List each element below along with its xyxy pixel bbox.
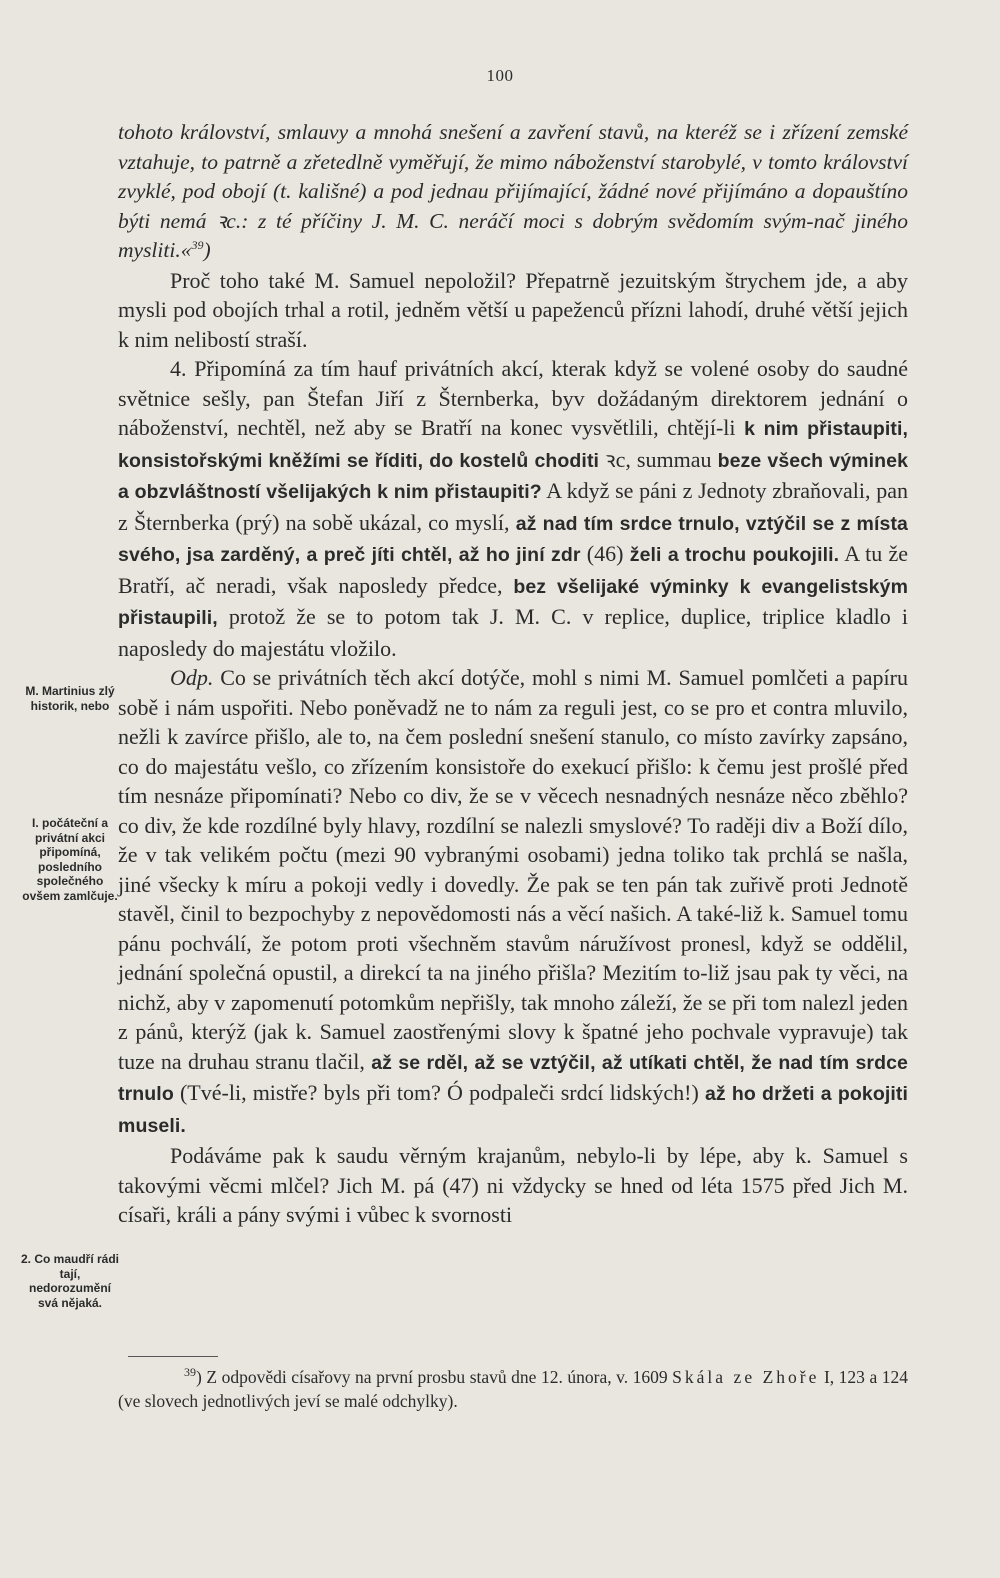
paragraph-4 <box>118 663 908 1141</box>
footnote-author: Skála ze Zhoře <box>672 1367 820 1387</box>
footnote-ref: 39 <box>191 237 204 252</box>
p4-text-1: Co se privátních těch akcí dotýče, mohl s nimi M. Samuel pomlčeti a papíru sobě i nám uspořiti. Nebo poněvadž ne to nám za reguli jest, co se pro et contra mluvilo, nežli k zavírce přišlo, ale to, na čem poslední snešení stanulo, co místo zavírky zapsáno, co do majestátu vešlo, co zřízením konsistoře do exekucí přišlo: k čemu jest prošlé před tím nesnáze připomínati? Nebo co div, že se v věcech nesnadných nesnáze něco zběhlo? co div, že kde rozdílné byly hlavy, rozdílní se nalezli smyslové? To raději div a Boží dílo, že v tak velikém počtu (mezi 90 vybranými osobami) jedna toliko tak prchlá se našla, jiné všecky k míru a pokoji vedly i dovedly. Že pak se ten pán tak zuřivě proti Jednotě stavěl, činil to bezpochyby z nepovědomosti nás a věcí našich. A také-liž k. Samuel tomu pánu pochválí, že potom proti všechněm stavům náružívost pronesl, když se oddělil, jednání společná opustil, a direkcí ta na jiného přišla? Mezitím to-liž jsau pak ty věci, na nichž, aby v zapomenutí potomkům nepřišly, tak mnoho záleží, že se při tom nalezl jeden z pánů, kterýž (jak k. Samuel zaostřenými slovy k špatné jeho pochvale vypravuje) tak tuze na druhau stranu tlačil, <box>118 665 908 1074</box>
p3-bold-5: bez všelijaké výminky k evangelistským přistaupili, <box>118 575 909 629</box>
odp-label: Odp. <box>170 665 214 690</box>
footnote-divider <box>128 1356 218 1357</box>
margin-note-3: 2. Co maudří rádi tají, nedorozumění svá nějaká. <box>20 1252 120 1310</box>
p3-bold-1: k nim přistaupiti, konsistořskými kněžími se říditi, do kostelů choditi <box>118 418 908 472</box>
p3-text-2: ꝛc, summau <box>605 446 712 472</box>
p3-text-3: A když se páni z Jednoty zbraňovali, pan z Šternberka (prý) na sobě ukázal, co myslí, <box>118 478 908 535</box>
paragraph-5: Podáváme pak k saudu věrným krajanům, nebylo-li by lépe, aby k. Samuel s takovými věcmi mlčel? Jich M. pá (47) ni vždycky se hned od léta 1575 před Jich M. císaři, králi a pány svými i vůbec k svornosti <box>118 1143 908 1227</box>
p4-bold-2: až ho držeti a pokojiti museli. <box>118 1083 909 1137</box>
p3-text-4: (46) <box>586 541 624 566</box>
p4-bold-1: až se rděl, až se vztýčil, až utíkati chtěl, že nad tím srdce trnulo <box>118 1051 908 1105</box>
p3-bold-3: až nad tím srdce trnulo, vztýčil se z místa svého, jsa zarděný, a preč jíti chtěl, až ho jiní zdr <box>118 512 908 566</box>
margin-note-1: M. Martinius zlý historik, nebo <box>25 684 115 713</box>
footnote-text-2: I, 123 a 124 (ve slovech jednotlivých jeví se malé odchylky). <box>118 1367 908 1411</box>
footnote-number: 39 <box>184 1365 196 1380</box>
p3-bold-2: beze všech výminek a obzvláštností všelijakých k nim přistaupiti? <box>118 449 909 503</box>
quote-text: tohoto království, smlauvy a mnohá snešení a zavření stavů, na kteréž se i zřízení zemské vztahuje, to patrně a zřetedlně vyměřují, že mimo náboženství starobylé, v tomto království zvyklé, pod obojí (t. kališné) a pod jednau přijímající, žádné nové přijímáno a dopauštíno býti nemá ꝛc.: z té příčiny J. M. C. neráčí moci s dobrým svědomím svým-nač jiného mysliti.« <box>118 120 908 262</box>
quote-paragraph <box>118 118 908 266</box>
paragraph-2: Proč toho také M. Samuel nepoložil? Přepatrně jezuitským štrychem jde, a aby mysli pod obojích trhal a rotil, jedněm větší u papeženců přízni lahodí, druhé větší jejich k nim nelibostí straší. <box>118 267 908 352</box>
p3-text-6: protož že se to potom tak J. M. C. v replice, duplice, triplice kladlo i naposledy do majestátu vložilo. <box>118 604 908 661</box>
footnote-text-1: ) Z odpovědi císařovy na první prosbu stavů dne 12. února, v. 1609 <box>196 1367 668 1387</box>
quote-close: ) <box>203 238 211 262</box>
margin-note-2: I. počáteční a privátní akci připomíná, posledního společného ovšem zamlčuje. <box>22 816 118 903</box>
footnote <box>118 1365 908 1413</box>
paragraph-3 <box>118 354 908 663</box>
p3-text-1: 4. Připomíná za tím hauf privátních akcí, kterak když se volené osoby do saudné světnice sešly, pan Štefan Jiří z Šternberka, byv dožádaným direktorem jednání o náboženství, nechtěl, než aby se Bratří na konec vysvětlili, chtějí-li <box>118 356 908 440</box>
main-text <box>118 118 908 1230</box>
page-number: 100 <box>486 66 514 85</box>
p3-text-5: A tu že Bratří, ač neradi, však naposledy předce, <box>118 541 909 598</box>
p3-bold-4: želi a trochu poukojili. <box>629 544 840 566</box>
p4-text-2: (Tvé-li, mistře? byls při tom? Ó podpaleči srdcí lidských!) <box>179 1080 699 1105</box>
